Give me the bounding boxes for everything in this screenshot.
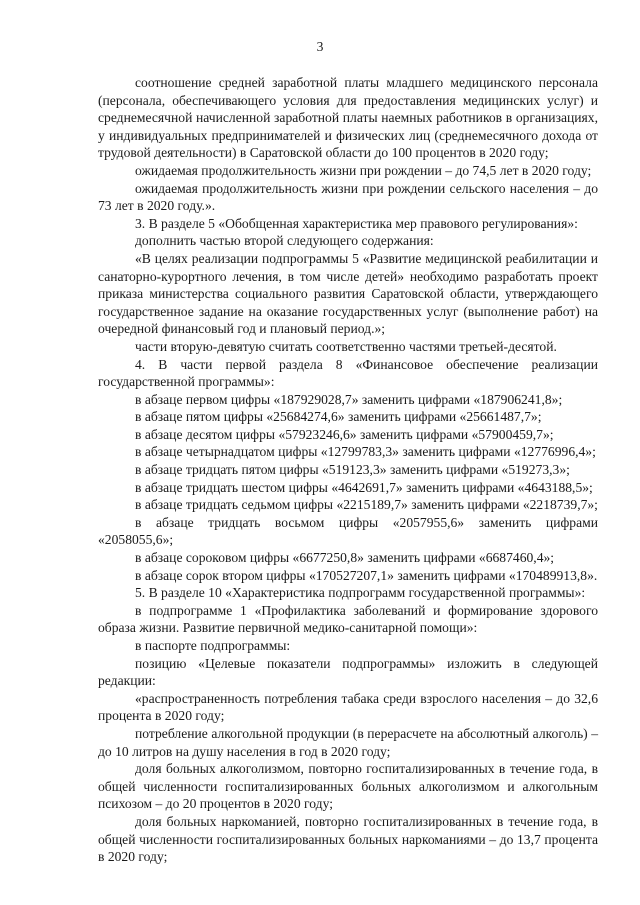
paragraph: 5. В разделе 10 «Характеристика подпрограмм государственной программы»: bbox=[135, 585, 586, 601]
paragraph: части вторую-девятую считать соответственно частями третьей-десятой. bbox=[135, 338, 557, 354]
paragraph: потребление алкогольной продукции (в перерасчете на абсолютный алкоголь) – до 10 литров на душу населения в год в 2020 году; bbox=[98, 725, 598, 759]
paragraph: в абзаце тридцать восьмом цифры «2057955,6» заменить цифрами «2058055,6»; bbox=[98, 514, 598, 548]
paragraph: «распространенность потребления табака среди взрослого населения – до 32,6 процента в 2020 году; bbox=[98, 690, 598, 724]
paragraph: в абзаце сороковом цифры «6677250,8» заменить цифрами «6687460,4»; bbox=[135, 550, 555, 566]
page-number: 3 bbox=[316, 39, 324, 54]
paragraph: позицию «Целевые показатели подпрограммы» изложить в следующей редакции: bbox=[98, 655, 598, 689]
paragraph: соотношение средней заработной платы младшего медицинского персонала (персонала, обеспечивающего условия для предоставления медицинских услуг) и среднемесячной начисленной заработной платы наемных работников в организациях, у индивидуальных предпринимателей и физических лиц (среднемесячного дохода от трудовой деятельности) в Саратовской области до 100 процентов в 2020 году; bbox=[98, 75, 598, 161]
paragraph: доля больных наркоманией, повторно госпитализированных в течение года, в общей численности госпитализированных больных наркоманиями – до 13,7 процента в 2020 году; bbox=[98, 813, 598, 865]
paragraph: в абзаце первом цифры «187929028,7» заменить цифрами «187906241,8»; bbox=[135, 391, 563, 407]
paragraph: в абзаце сорок втором цифры «170527207,1» заменить цифрами «170489913,8». bbox=[135, 567, 598, 583]
paragraph: в абзаце пятом цифры «25684274,6» заменить цифрами «25661487,7»; bbox=[135, 409, 542, 425]
paragraph: в подпрограмме 1 «Профилактика заболеваний и формирование здорового образа жизни. Развитие первичной медико-санитарной помощи»: bbox=[98, 602, 598, 636]
paragraph: в абзаце тридцать седьмом цифры «2215189,7» заменить цифрами «2218739,7»; bbox=[135, 497, 598, 513]
paragraph: ожидаемая продолжительность жизни при рождении сельского населения – до 73 лет в 2020 году.». bbox=[98, 180, 598, 214]
document-body bbox=[98, 74, 598, 866]
paragraph: дополнить частью второй следующего содержания: bbox=[135, 233, 434, 249]
paragraph: в паспорте подпрограммы: bbox=[135, 638, 291, 653]
paragraph: в абзаце четырнадцатом цифры «12799783,3» заменить цифрами «12776996,4»; bbox=[135, 444, 596, 460]
paragraph: «В целях реализации подпрограммы 5 «Развитие медицинской реабилитации и санаторно-курортного лечения, в том числе детей» необходимо разработать проект приказа министерства социального развития Саратовской области, утверждающего государственное задание на оказание государственных услуг (выполнение работ) на очередной финансовый год и плановый период.»; bbox=[98, 250, 598, 337]
paragraph: в абзаце тридцать пятом цифры «519123,3» заменить цифрами «519273,3»; bbox=[135, 462, 570, 478]
paragraph: 4. В части первой раздела 8 «Финансовое обеспечение реализации государственной программы»: bbox=[98, 356, 598, 390]
paragraph: в абзаце десятом цифры «57923246,6» заменить цифрами «57900459,7»; bbox=[135, 426, 554, 442]
paragraph: в абзаце тридцать шестом цифры «4642691,7» заменить цифрами «4643188,5»; bbox=[135, 479, 593, 495]
paragraph: ожидаемая продолжительность жизни при рождении – до 74,5 лет в 2020 году; bbox=[135, 162, 592, 178]
paragraph: 3. В разделе 5 «Обобщенная характеристика мер правового регулирования»: bbox=[135, 215, 578, 231]
paragraph: доля больных алкоголизмом, повторно госпитализированных в течение года, в общей численности госпитализированных больных алкоголизмом и алкогольным психозом – до 20 процентов в 2020 году; bbox=[98, 761, 598, 812]
